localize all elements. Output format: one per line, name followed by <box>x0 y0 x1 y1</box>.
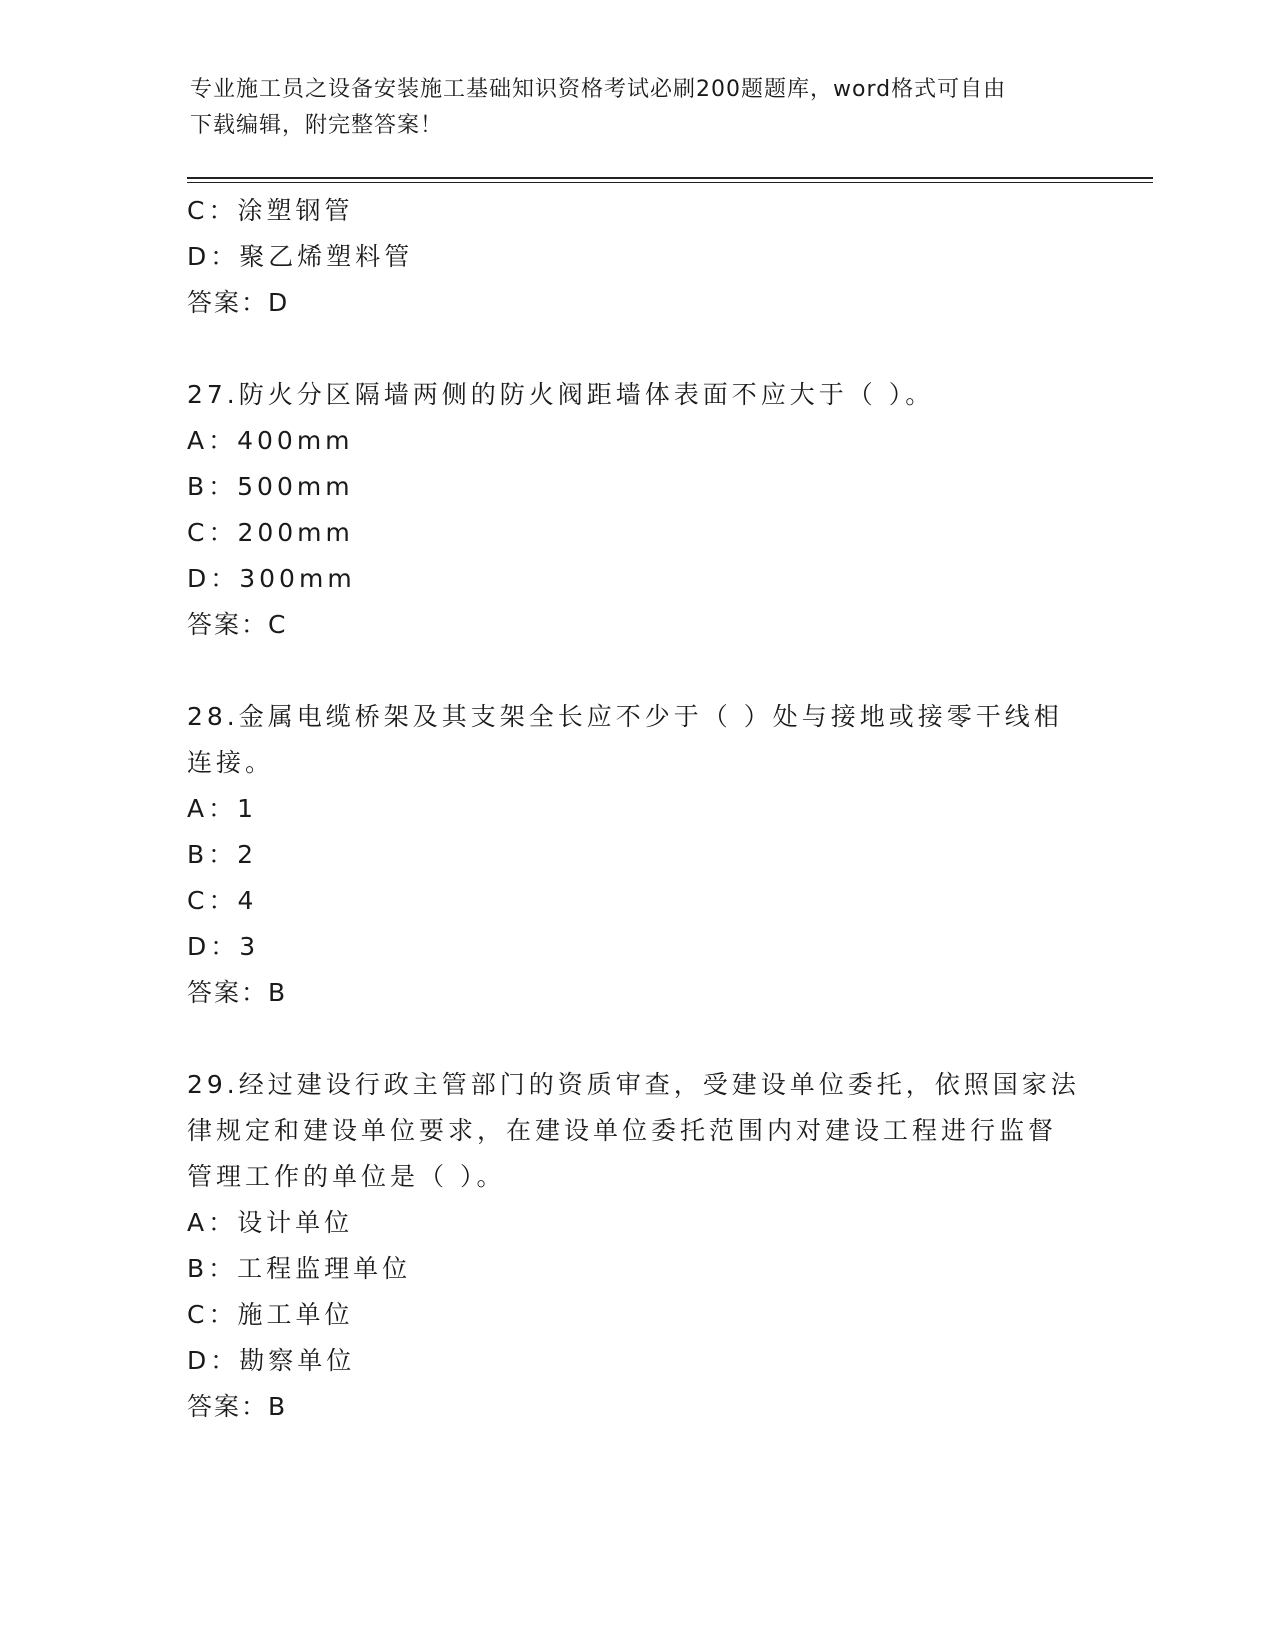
question-stem-line-1: 28.金属电缆桥架及其支架全长应不少于（ ）处与接地或接零干线相 <box>187 702 1063 731</box>
question-stem: 27.防火分区隔墙两侧的防火阀距墙体表面不应大于（ ）。 <box>187 380 935 409</box>
option-b: B：2 <box>187 840 258 869</box>
option-d: D：勘察单位 <box>187 1346 356 1375</box>
header-line-1: 专业施工员之设备安装施工基础知识资格考试必刷200题题库，word格式可自由 <box>190 77 1007 102</box>
question-28 <box>187 694 1087 1016</box>
spacer <box>187 1016 1087 1062</box>
question-stem-line-1: 29.经过建设行政主管部门的资质审查，受建设单位委托，依照国家法 <box>187 1070 1080 1099</box>
question-stem-line-2: 连接。 <box>187 748 275 777</box>
question-stem-line-2: 律规定和建设单位要求，在建设单位委托范围内对建设工程进行监督 <box>187 1116 1058 1145</box>
question-29 <box>187 1062 1087 1430</box>
option-b: B：工程监理单位 <box>187 1254 412 1283</box>
spacer <box>187 326 1087 372</box>
option-a: A：400mm <box>187 426 354 455</box>
option-d: D：聚乙烯塑料管 <box>187 242 414 271</box>
header-line-2: 下载编辑，附完整答案！ <box>190 113 444 138</box>
question-list <box>187 188 1087 1430</box>
option-c: C：施工单位 <box>187 1300 354 1329</box>
question-stem-line-3: 管理工作的单位是（ ）。 <box>187 1162 506 1191</box>
header-rule-thin <box>187 182 1153 183</box>
option-c: C：200mm <box>187 518 354 547</box>
option-d: D：300mm <box>187 564 356 593</box>
answer-line: 答案：D <box>187 288 290 317</box>
document-header <box>190 72 1090 144</box>
option-d: D：3 <box>187 932 260 961</box>
option-c: C：涂塑钢管 <box>187 196 354 225</box>
question-27 <box>187 372 1087 648</box>
header-rule-thick <box>187 177 1153 179</box>
option-a: A：设计单位 <box>187 1208 354 1237</box>
answer-line: 答案：C <box>187 610 288 639</box>
spacer <box>187 648 1087 694</box>
answer-line: 答案：B <box>187 978 288 1007</box>
option-b: B：500mm <box>187 472 354 501</box>
option-c: C：4 <box>187 886 258 915</box>
option-a: A：1 <box>187 794 258 823</box>
answer-line: 答案：B <box>187 1392 288 1421</box>
question-26-fragment <box>187 188 1087 326</box>
